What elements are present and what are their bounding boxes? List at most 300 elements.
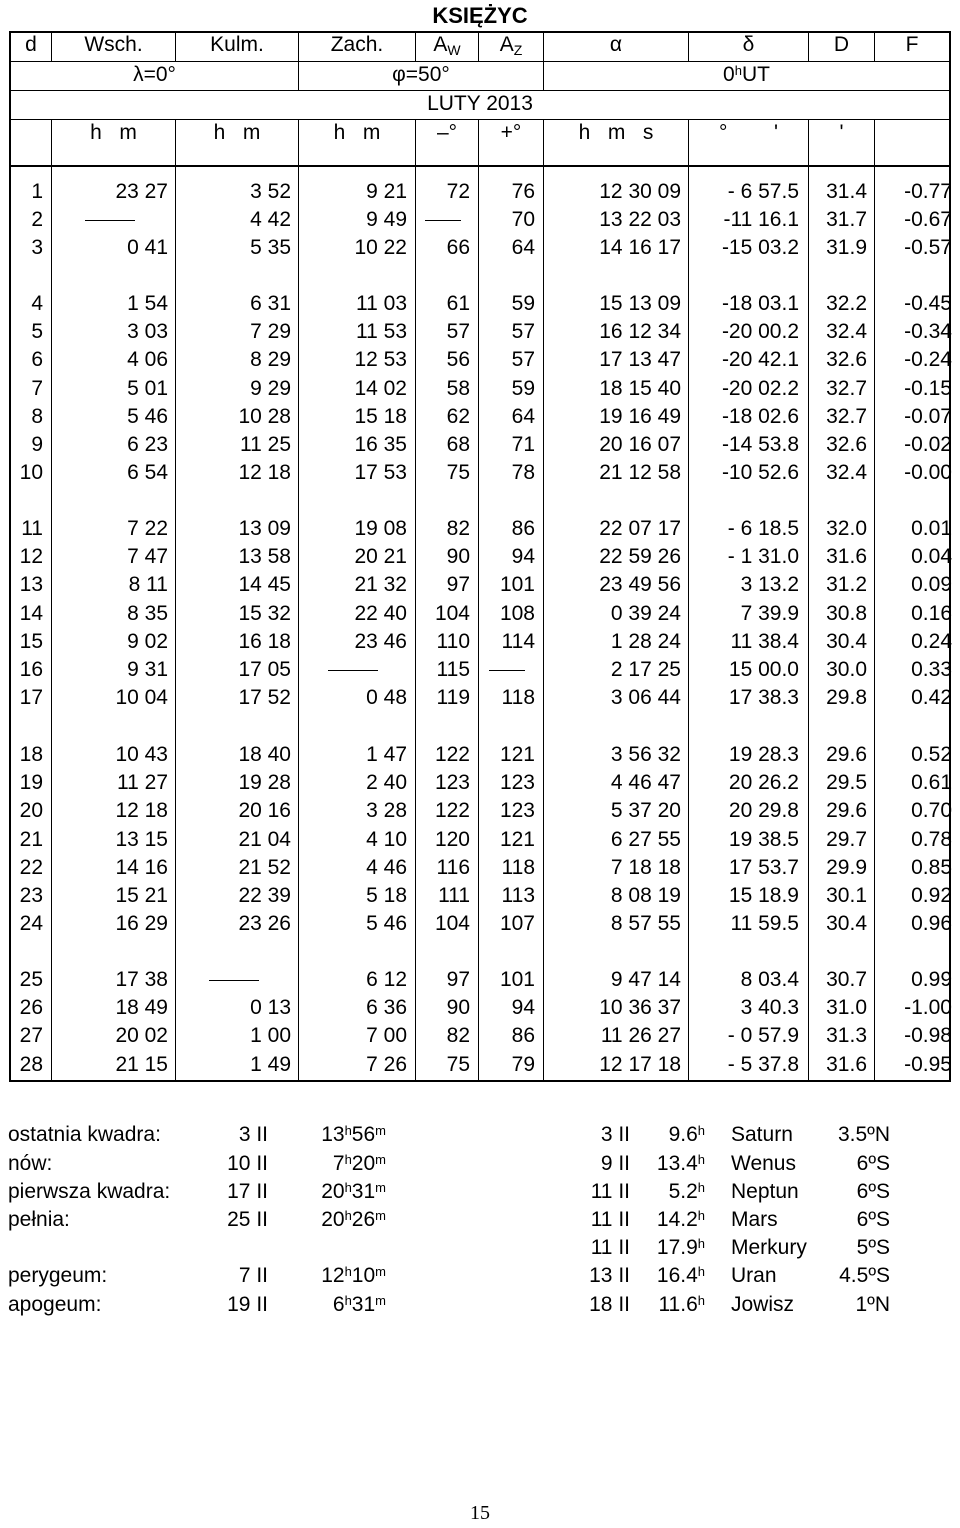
cell-culmination: 1 49 xyxy=(250,1052,291,1076)
cell-alpha: 8 08 19 xyxy=(610,884,681,907)
phase-label: pełnia: xyxy=(8,1208,70,1231)
phase-label: ostatnia kwadra: xyxy=(8,1123,161,1146)
cell-delta: 17 53.7 xyxy=(728,855,799,879)
cell-az xyxy=(479,656,535,684)
phase-hours: 13 xyxy=(321,1123,345,1146)
cell-rise: 6 54 xyxy=(127,461,168,485)
conjunction-planet: Merkury xyxy=(731,1236,807,1259)
cell-delta: - 5 37.8 xyxy=(727,1052,799,1076)
conjunction-date: 18 II xyxy=(589,1293,630,1316)
cell-az: 79 xyxy=(511,1052,535,1076)
cell-delta: -20 42.1 xyxy=(721,348,799,372)
cell-aw: 97 xyxy=(446,573,470,597)
cell-set: 1 47 xyxy=(366,743,407,766)
unit-az: +° xyxy=(500,121,522,144)
cell-set: 9 21 xyxy=(366,180,407,203)
col-header-delta: δ xyxy=(742,33,755,56)
cell-D: 29.9 xyxy=(826,855,867,879)
cell-aw: 56 xyxy=(446,348,470,372)
cell-alpha: 3 56 32 xyxy=(610,743,681,766)
month-label: LUTY 2013 xyxy=(427,92,533,115)
cell-day: 11 xyxy=(21,517,43,540)
latitude-label: φ=50° xyxy=(392,63,450,86)
cell-day: 12 xyxy=(19,545,43,569)
cell-aw: 62 xyxy=(446,404,470,428)
no-event-dash xyxy=(328,670,378,671)
conjunction-distance: 6ºS xyxy=(856,1208,890,1231)
conjunction-hours: 16.4 xyxy=(656,1264,698,1287)
cell-delta: 20 26.2 xyxy=(728,771,799,795)
cell-alpha: 8 57 55 xyxy=(610,912,681,936)
cell-alpha: 17 13 47 xyxy=(599,348,681,372)
cell-delta: - 6 57.5 xyxy=(727,180,799,203)
cell-alpha: 1 28 24 xyxy=(610,629,681,653)
phase-time xyxy=(278,1262,386,1290)
conjunction-planet: Jowisz xyxy=(731,1293,795,1316)
cell-rise xyxy=(52,206,168,234)
cell-day: 13 xyxy=(19,573,43,597)
cell-set: 4 10 xyxy=(366,827,407,851)
cell-alpha: 4 46 47 xyxy=(610,771,681,795)
unit-superscript: h xyxy=(697,1180,705,1195)
unit-superscript: m xyxy=(375,1208,386,1223)
conjunction-hours: 5.2 xyxy=(668,1180,698,1203)
conjunction-hours: 13.4 xyxy=(656,1152,698,1175)
cell-az: 114 xyxy=(501,629,535,653)
cell-culmination: 1 00 xyxy=(250,1024,291,1048)
phase-time xyxy=(278,1150,386,1178)
phase-date: 3 II xyxy=(238,1123,268,1146)
cell-F: -1.00 xyxy=(904,996,952,1020)
cell-az: 94 xyxy=(511,545,535,569)
cell-rise: 1 54 xyxy=(127,292,168,315)
cell-rise: 14 16 xyxy=(115,855,168,879)
cell-set: 9 49 xyxy=(366,208,407,232)
cell-day: 3 xyxy=(31,236,43,260)
unit-superscript: h xyxy=(344,1293,352,1308)
cell-D: 31.2 xyxy=(826,573,867,597)
cell-day: 25 xyxy=(19,968,43,991)
cell-day: 27 xyxy=(19,1024,43,1048)
conjunction-time xyxy=(635,1206,705,1234)
unit-superscript: m xyxy=(375,1152,386,1167)
cell-alpha: 16 12 34 xyxy=(599,320,681,344)
phase-label: nów: xyxy=(8,1152,53,1175)
phase-hours: 6 xyxy=(332,1293,345,1316)
unit-D: ' xyxy=(839,121,844,144)
cell-culmination: 13 58 xyxy=(238,545,291,569)
cell-aw: 66 xyxy=(446,236,470,260)
cell-day: 23 xyxy=(19,884,43,907)
cell-aw: 115 xyxy=(436,658,470,681)
cell-set: 4 46 xyxy=(366,855,407,879)
cell-rise: 5 01 xyxy=(127,376,168,400)
cell-az: 57 xyxy=(511,348,535,372)
col-header-aw: $A_W$ xyxy=(433,33,461,58)
conjunction-planet: Neptun xyxy=(731,1180,799,1203)
cell-alpha: 15 13 09 xyxy=(599,292,681,315)
no-event-dash xyxy=(425,220,461,221)
cell-F: 0.85 xyxy=(911,855,952,879)
cell-day: 9 xyxy=(31,433,43,456)
cell-D: 29.7 xyxy=(826,827,867,851)
cell-day: 2 xyxy=(31,208,43,232)
cell-F: -0.15 xyxy=(904,376,952,400)
cell-aw: 57 xyxy=(446,320,470,344)
phase-label: perygeum: xyxy=(8,1264,108,1287)
cell-set: 19 08 xyxy=(354,517,407,540)
col-header-alpha: α xyxy=(609,33,623,56)
cell-F: -0.57 xyxy=(904,236,952,260)
cell-F: 0.96 xyxy=(911,912,952,936)
cell-aw: 82 xyxy=(446,1024,470,1048)
phase-minutes: 26 xyxy=(351,1208,376,1231)
cell-alpha: 5 37 20 xyxy=(610,799,681,823)
cell-culmination: 16 18 xyxy=(238,629,291,653)
cell-rise: 18 49 xyxy=(115,996,168,1020)
cell-culmination: 15 32 xyxy=(238,601,291,625)
unit-superscript: h xyxy=(697,1152,705,1167)
cell-F: 0.24 xyxy=(911,629,952,653)
unit-superscript: h xyxy=(344,1152,352,1167)
cell-D: 30.7 xyxy=(826,968,867,991)
cell-culmination: 17 05 xyxy=(238,658,291,681)
cell-F: -0.34 xyxy=(904,320,952,344)
cell-az: 118 xyxy=(501,686,535,710)
cell-delta: -11 16.1 xyxy=(723,208,799,232)
cell-alpha: 2 17 25 xyxy=(610,658,681,681)
cell-set: 0 48 xyxy=(366,686,407,710)
cell-rise: 21 15 xyxy=(115,1052,168,1076)
cell-delta: 7 39.9 xyxy=(740,601,799,625)
cell-F: 0.52 xyxy=(911,743,952,766)
conjunction-date: 11 II xyxy=(590,1236,630,1259)
cell-D: 30.4 xyxy=(826,912,867,936)
cell-rise: 5 46 xyxy=(127,404,168,428)
cell-culmination: 3 52 xyxy=(250,180,291,203)
cell-rise: 6 23 xyxy=(127,433,168,456)
unit-superscript: h xyxy=(344,1180,352,1195)
cell-set: 21 32 xyxy=(354,573,407,597)
cell-set: 5 18 xyxy=(366,884,407,907)
phase-minutes: 56 xyxy=(351,1123,376,1146)
cell-az: 121 xyxy=(499,827,535,851)
cell-delta: 15 18.9 xyxy=(728,884,799,907)
cell-D: 30.8 xyxy=(826,601,867,625)
cell-rise: 7 47 xyxy=(127,545,168,569)
cell-alpha: 9 47 14 xyxy=(610,968,681,991)
cell-alpha: 19 16 49 xyxy=(599,404,681,428)
cell-day: 22 xyxy=(19,855,43,879)
cell-culmination: 22 39 xyxy=(238,884,291,907)
cell-delta: 11 59.5 xyxy=(730,912,799,936)
cell-az: 76 xyxy=(511,180,535,203)
unit-superscript: h xyxy=(344,1264,352,1279)
unit-set: h m xyxy=(333,121,381,144)
cell-rise: 10 43 xyxy=(115,743,168,766)
cell-aw: 75 xyxy=(446,461,470,485)
cell-day: 6 xyxy=(31,348,43,372)
cell-alpha: 22 59 26 xyxy=(599,545,681,569)
cell-delta: 19 28.3 xyxy=(728,743,799,766)
cell-culmination: 4 42 xyxy=(250,208,291,232)
no-event-dash xyxy=(489,670,525,671)
cell-az: 64 xyxy=(511,404,535,428)
phase-hours: 12 xyxy=(321,1264,345,1287)
cell-alpha: 20 16 07 xyxy=(599,433,681,456)
phase-minutes: 20 xyxy=(351,1152,376,1175)
cell-F: -0.67 xyxy=(904,208,952,232)
cell-day: 15 xyxy=(19,629,43,653)
cell-D: 31.6 xyxy=(826,545,867,569)
col-header-set: Zach. xyxy=(330,33,384,56)
cell-day: 10 xyxy=(19,461,43,485)
phase-hours: 20 xyxy=(321,1208,345,1231)
cell-alpha: 22 07 17 xyxy=(599,517,681,540)
cell-F: 0.61 xyxy=(911,771,952,795)
cell-F: -0.95 xyxy=(904,1052,952,1076)
cell-D: 30.0 xyxy=(826,658,867,681)
cell-set: 5 46 xyxy=(366,912,407,936)
cell-alpha: 12 17 18 xyxy=(599,1052,681,1076)
cell-az: 123 xyxy=(499,799,535,823)
cell-day: 1 xyxy=(31,180,43,203)
cell-rise: 11 27 xyxy=(117,771,168,795)
cell-delta: - 0 57.9 xyxy=(727,1024,799,1048)
cell-delta: - 1 31.0 xyxy=(727,545,799,569)
cell-rise: 8 35 xyxy=(127,601,168,625)
cell-D: 31.9 xyxy=(826,236,867,260)
cell-set: 23 46 xyxy=(354,629,407,653)
conjunction-time xyxy=(635,1150,705,1178)
cell-az: 59 xyxy=(511,292,535,315)
cell-F: 0.92 xyxy=(911,884,952,907)
cell-culmination: 19 28 xyxy=(238,771,291,795)
cell-aw: 90 xyxy=(446,996,470,1020)
cell-set: 2 40 xyxy=(366,771,407,795)
col-header-culmination: Kulm. xyxy=(210,33,264,56)
col-header-d: d xyxy=(25,33,37,56)
conjunction-hours: 17.9 xyxy=(656,1236,698,1259)
cell-F: -0.77 xyxy=(904,180,952,203)
cell-delta: 3 13.2 xyxy=(740,573,799,597)
cell-aw: 90 xyxy=(446,545,470,569)
cell-az: 71 xyxy=(511,433,535,456)
unit-superscript: m xyxy=(375,1264,386,1279)
cell-az: 121 xyxy=(499,743,535,766)
conjunction-planet: Wenus xyxy=(731,1152,796,1175)
cell-day: 26 xyxy=(19,996,43,1020)
col-header-F: F xyxy=(905,33,919,56)
cell-aw: 111 xyxy=(438,884,470,907)
cell-az: 59 xyxy=(511,376,535,400)
col-header-D: D xyxy=(833,33,850,56)
cell-aw: 120 xyxy=(434,827,470,851)
col-header-az: $A_Z$ xyxy=(499,33,523,58)
conjunction-distance: 1ºN xyxy=(855,1293,890,1316)
cell-rise: 0 41 xyxy=(127,236,168,260)
cell-delta: 15 00.0 xyxy=(728,658,799,681)
cell-delta: 20 29.8 xyxy=(728,799,799,823)
cell-D: 31.4 xyxy=(826,180,867,203)
cell-set: 14 02 xyxy=(354,376,407,400)
cell-delta: -14 53.8 xyxy=(721,433,799,456)
cell-set: 11 53 xyxy=(356,320,407,344)
cell-az: 57 xyxy=(511,320,535,344)
cell-aw: 97 xyxy=(446,968,470,991)
unit-superscript: m xyxy=(375,1180,386,1195)
cell-day: 7 xyxy=(31,376,43,400)
phase-hours: 7 xyxy=(332,1152,345,1175)
cell-delta: 17 38.3 xyxy=(728,686,799,710)
cell-culmination: 20 16 xyxy=(238,799,291,823)
cell-rise: 17 38 xyxy=(115,968,168,991)
cell-aw: 116 xyxy=(436,855,470,879)
cell-D: 32.2 xyxy=(826,292,867,315)
phase-time xyxy=(278,1291,386,1319)
cell-rise: 12 18 xyxy=(115,799,168,823)
phase-date: 10 II xyxy=(227,1152,268,1175)
cell-rise: 16 29 xyxy=(115,912,168,936)
cell-day: 17 xyxy=(19,686,43,710)
cell-culmination: 21 52 xyxy=(238,855,291,879)
cell-set: 10 22 xyxy=(354,236,407,260)
phase-time xyxy=(278,1178,386,1206)
cell-D: 31.3 xyxy=(826,1024,867,1048)
phase-label: apogeum: xyxy=(8,1293,102,1316)
cell-aw: 123 xyxy=(434,771,470,795)
cell-aw: 110 xyxy=(436,629,470,653)
no-event-dash xyxy=(209,980,259,981)
cell-rise: 23 27 xyxy=(115,180,168,203)
cell-F: 0.78 xyxy=(911,827,952,851)
cell-set: 16 35 xyxy=(354,433,407,456)
cell-delta: -18 03.1 xyxy=(721,292,799,315)
cell-az: 94 xyxy=(511,996,535,1020)
cell-D: 32.4 xyxy=(826,320,867,344)
cell-F: -0.24 xyxy=(904,348,952,372)
cell-az: 101 xyxy=(499,968,535,991)
cell-aw xyxy=(416,206,470,234)
unit-alpha: h m s xyxy=(578,121,654,144)
cell-set: 6 12 xyxy=(366,968,407,991)
cell-F: -0.07 xyxy=(904,404,952,428)
cell-alpha: 12 30 09 xyxy=(599,180,681,203)
conjunction-date: 9 II xyxy=(600,1152,630,1175)
cell-delta: 11 38.4 xyxy=(730,629,799,653)
cell-F: 0.01 xyxy=(911,517,952,540)
cell-D: 31.6 xyxy=(826,1052,867,1076)
cell-F: 0.16 xyxy=(911,601,952,625)
unit-superscript: h xyxy=(344,1208,352,1223)
cell-D: 29.6 xyxy=(826,799,867,823)
cell-D: 32.6 xyxy=(826,433,867,456)
cell-rise: 4 06 xyxy=(127,348,168,372)
col-header-rise: Wsch. xyxy=(84,33,143,56)
cell-culmination: 23 26 xyxy=(238,912,291,936)
conjunction-distance: 3.5ºN xyxy=(837,1123,890,1146)
conjunction-time xyxy=(635,1262,705,1290)
cell-F: -0.00 xyxy=(904,461,952,485)
phase-minutes: 31 xyxy=(351,1293,376,1316)
cell-az: 70 xyxy=(511,208,535,232)
unit-aw: –° xyxy=(436,121,458,144)
cell-D: 30.1 xyxy=(826,884,867,907)
cell-D: 29.5 xyxy=(826,771,867,795)
conjunction-date: 11 II xyxy=(590,1180,630,1203)
cell-delta: 19 38.5 xyxy=(728,827,799,851)
cell-delta: -20 02.2 xyxy=(721,376,799,400)
cell-rise: 15 21 xyxy=(115,884,168,907)
cell-rise: 20 02 xyxy=(115,1024,168,1048)
cell-az: 108 xyxy=(499,601,535,625)
phase-minutes: 31 xyxy=(351,1180,376,1203)
cell-set: 12 53 xyxy=(354,348,407,372)
cell-alpha: 6 27 55 xyxy=(610,827,681,851)
cell-aw: 119 xyxy=(436,686,470,710)
phase-label: pierwsza kwadra: xyxy=(8,1180,171,1203)
cell-delta: -10 52.6 xyxy=(721,461,799,485)
cell-az: 78 xyxy=(511,461,535,485)
conjunction-distance: 5ºS xyxy=(856,1236,890,1259)
cell-culmination: 9 29 xyxy=(250,376,291,400)
cell-culmination: 10 28 xyxy=(238,404,291,428)
cell-alpha: 7 18 18 xyxy=(610,855,681,879)
cell-az: 123 xyxy=(499,771,535,795)
cell-culmination: 12 18 xyxy=(238,461,291,485)
cell-culmination: 6 31 xyxy=(250,292,291,315)
cell-aw: 122 xyxy=(434,799,470,823)
cell-F: 0.33 xyxy=(911,658,952,681)
cell-rise: 8 11 xyxy=(128,573,168,597)
cell-az: 86 xyxy=(511,517,535,540)
cell-day: 18 xyxy=(19,743,43,766)
unit-superscript: h xyxy=(697,1236,705,1251)
cell-alpha: 13 22 03 xyxy=(599,208,681,232)
cell-day: 4 xyxy=(31,292,43,315)
cell-culmination xyxy=(176,966,291,994)
conjunction-hours: 9.6 xyxy=(668,1123,698,1146)
phase-date: 25 II xyxy=(227,1208,268,1231)
cell-D: 32.7 xyxy=(826,376,867,400)
phase-time xyxy=(278,1206,386,1234)
conjunction-time xyxy=(635,1291,705,1319)
cell-F: 0.42 xyxy=(911,686,952,710)
cell-alpha: 14 16 17 xyxy=(599,236,681,260)
conjunction-planet: Mars xyxy=(731,1208,778,1231)
cell-rise: 7 22 xyxy=(127,517,168,540)
cell-D: 31.0 xyxy=(826,996,867,1020)
unit-superscript: m xyxy=(375,1123,386,1138)
phase-date: 7 II xyxy=(238,1264,268,1287)
cell-alpha: 23 49 56 xyxy=(599,573,681,597)
cell-F: 0.09 xyxy=(911,573,952,597)
cell-aw: 82 xyxy=(446,517,470,540)
cell-culmination: 13 09 xyxy=(238,517,291,540)
conjunction-hours: 11.6 xyxy=(658,1293,698,1316)
cell-set xyxy=(299,656,407,684)
conjunction-date: 13 II xyxy=(589,1264,630,1287)
cell-set: 3 28 xyxy=(366,799,407,823)
cell-set: 6 36 xyxy=(366,996,407,1020)
cell-culmination: 11 25 xyxy=(240,433,291,456)
conjunction-time xyxy=(635,1178,705,1206)
cell-delta: -20 00.2 xyxy=(721,320,799,344)
cell-culmination: 18 40 xyxy=(238,743,291,766)
conjunction-planet: Saturn xyxy=(731,1123,793,1146)
conjunction-date: 11 II xyxy=(590,1208,630,1231)
cell-D: 30.4 xyxy=(826,629,867,653)
